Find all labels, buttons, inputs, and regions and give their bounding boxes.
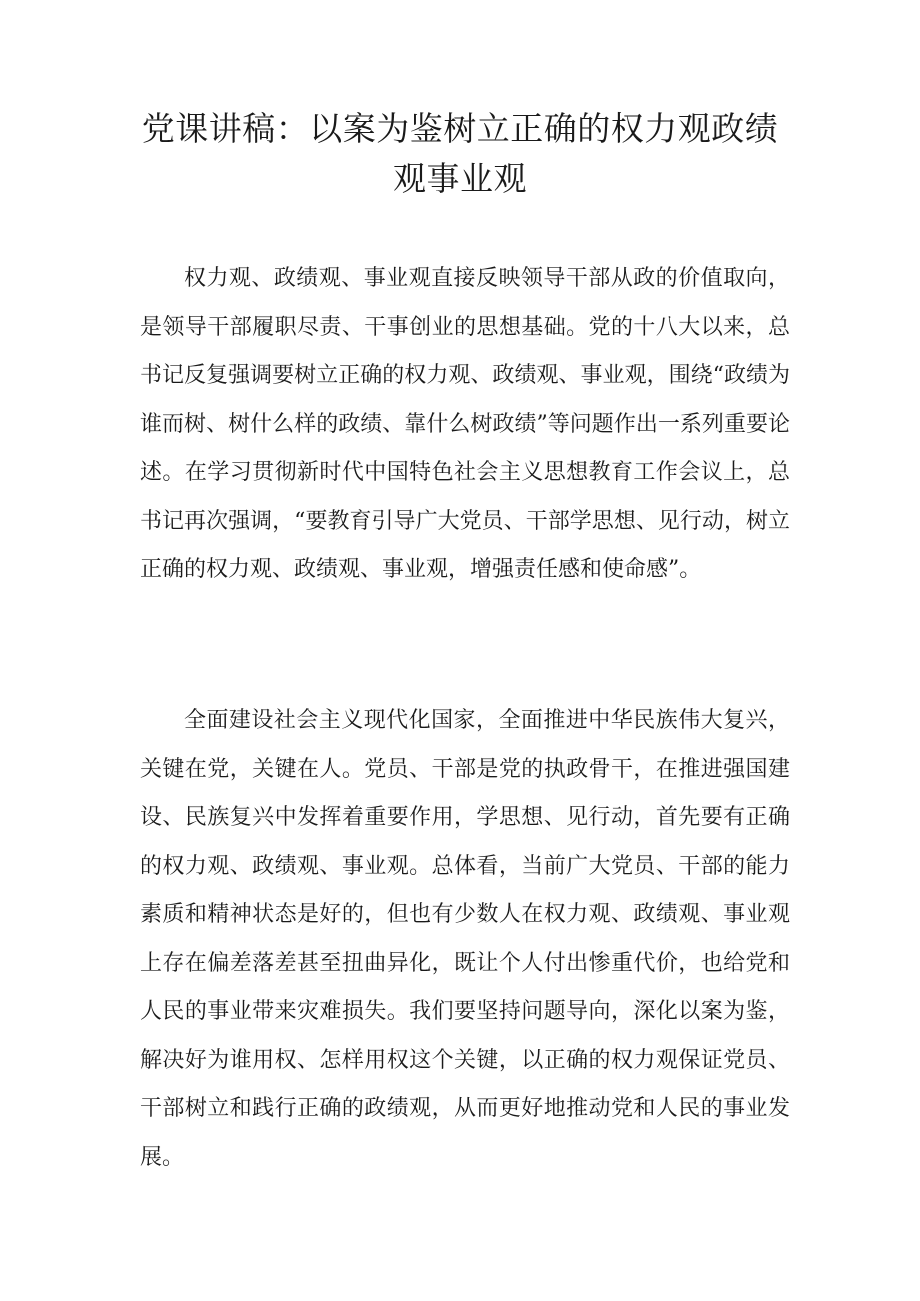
- document-title: [100, 104, 820, 204]
- document-title-line-1: 党课讲稿：以案为鉴树立正确的权力观政绩: [141, 109, 779, 148]
- document-title-line-2: 观事业观: [393, 159, 527, 198]
- body-paragraph-1: 权力观、政绩观、事业观直接反映领导干部从政的价值取向，是领导干部履职尽责、干事创业的思想基础。党的十八大以来，总书记反复强调要树立正确的权力观、政绩观、事业观，围绕“政绩为谁而树、树什么样的政绩、靠什么树政绩”等问题作出一系列重要论述。在学习贯彻新时代中国特色社会主义思想教育工作会议上，总书记再次强调，“要教育引导广大党员、干部学思想、见行动，树立正确的权力观、政绩观、事业观，增强责任感和使命感”。: [140, 266, 790, 582]
- body-paragraph-2: 全面建设社会主义现代化国家，全面推进中华民族伟大复兴，关键在党，关键在人。党员、干部是党的执政骨干，在推进强国建设、民族复兴中发挥着重要作用，学思想、见行动，首先要有正确的权力观、政绩观、事业观。总体看，当前广大党员、干部的能力素质和精神状态是好的，但也有少数人在权力观、政绩观、事业观上存在偏差落差甚至扭曲异化，既让个人付出惨重代价，也给党和人民的事业带来灾难损失。我们要坚持问题导向，深化以案为鉴，解决好为谁用权、怎样用权这个关键，以正确的权力观保证党员、干部树立和践行正确的政绩观，从而更好地推动党和人民的事业发展。: [140, 708, 790, 1170]
